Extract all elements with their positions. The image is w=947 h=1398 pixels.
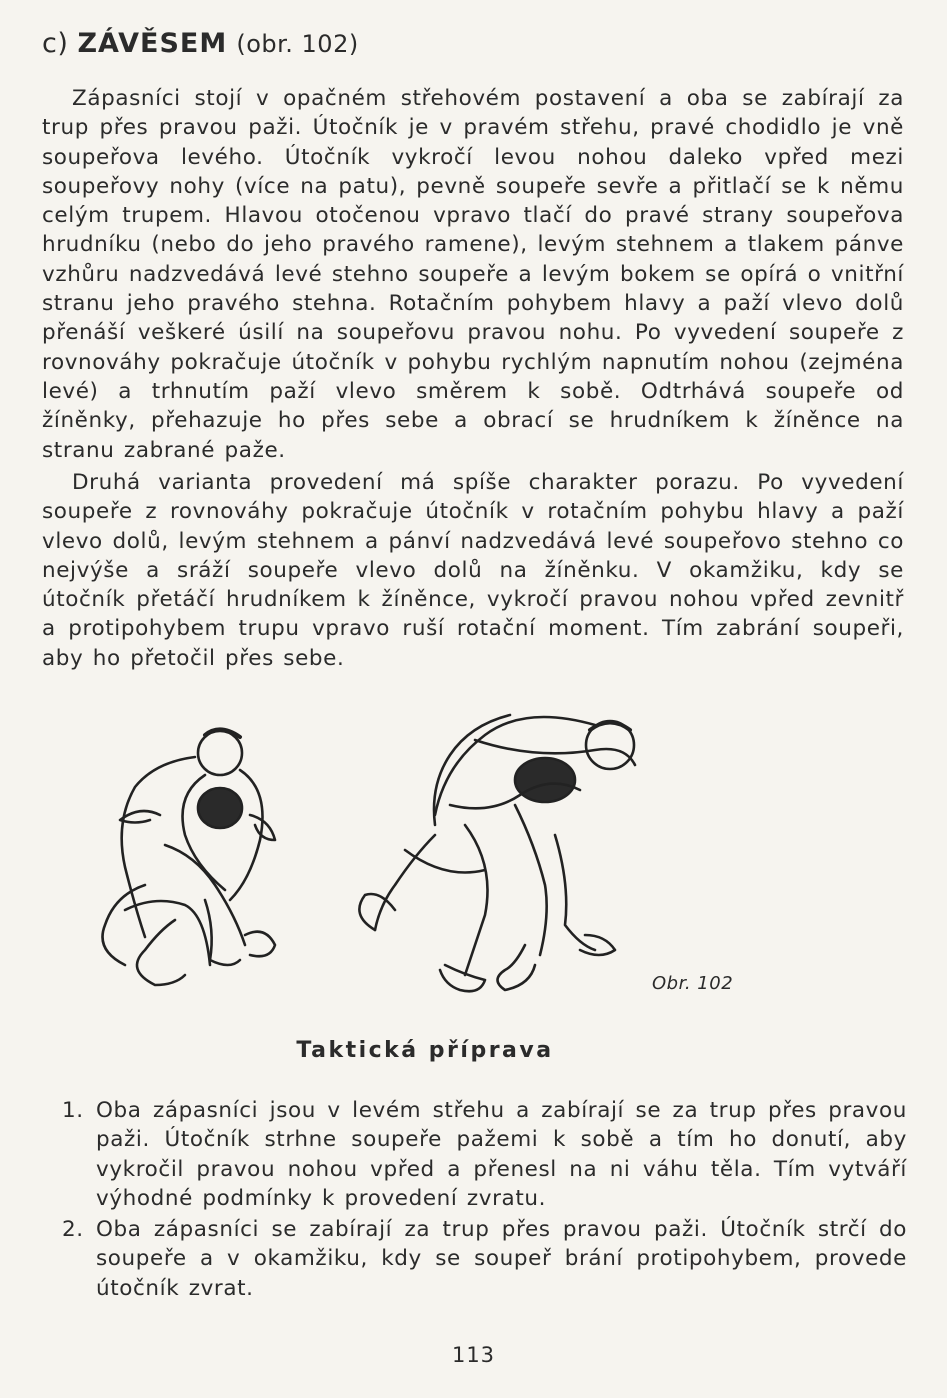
wrestlers-pair-1-icon bbox=[103, 729, 276, 985]
tactics-list bbox=[62, 1096, 907, 1305]
paragraph-variant: Druhá varianta provedení má spíše charakter porazu. Po vyvedení soupeře z rovnováhy pokračuje útočník v rotačním pohybu hlavy a paží vlevo dolů, levým stehnem a pánví nadzvedává levé soupeřovo stehno co nejvýše a sráží soupeře vlevo dolů na žíněnku. V okamžiku, kdy se útočník přetáčí hrudníkem k žíněnce, vykročí pravou nohou vpřed zevnitř a protipohybem trupu vpravo ruší rotační moment. Tím zabrání soupeři, aby ho přetočil přes sebe. bbox=[42, 470, 904, 671]
list-item-number: 2. bbox=[62, 1217, 84, 1243]
wrestlers-pair-2-icon bbox=[359, 715, 635, 991]
page-number: 113 bbox=[451, 1343, 496, 1367]
list-item bbox=[62, 1096, 907, 1213]
heading-figure-ref: (obr. 102) bbox=[236, 30, 359, 58]
paragraph-technique: Zápasníci stojí v opačném střehovém postavení a oba se zabírají za trup přes pravou paži. Útočník je v pravém střehu, pravé chodidlo je vně soupeřova levého. Útočník vykročí levou nohou daleko vpřed mezi soupeřovy nohy (více na patu), pevně soupeře sevře a přitlačí se k němu celým trupem. Hlavou otočenou vpravo tlačí do pravé strany soupeřova hrudníku (nebo do jeho pravého ramene), levým stehnem a tlakem pánve vzhůru nadzvedává levé stehno soupeře a levým bokem se opírá o vnitřní stranu jeho pravého stehna. Rotačním pohybem hlavy a paží vlevo dolů přenáší veškeré úsilí na soupeřovu pravou nohu. Po vyvedení soupeře z rovnováhy pokračuje útočník v pohybu rychlým napnutím nohou (zejména levé) a trhnutím paží vlevo směrem k sobě. Odtrhává soupeře od žíněnky, přehazuje ho přes sebe a obrací se hrudníkem k žíněnce na stranu zabrané paže. bbox=[42, 86, 904, 463]
heading-letter: c) bbox=[42, 28, 69, 59]
list-item-text: Oba zápasníci se zabírají za trup přes pravou paži. Útočník strčí do soupeře a v okamžiku, kdy se soupeř brání protipohybem, provede útočník zvrat. bbox=[96, 1217, 907, 1301]
section-heading bbox=[42, 28, 359, 59]
wrestlers-illustration bbox=[55, 695, 655, 1015]
figure-caption: Obr. 102 bbox=[652, 973, 734, 994]
section-title: Taktická příprava bbox=[296, 1038, 554, 1063]
heading-title: ZÁVĚSEM bbox=[77, 28, 228, 59]
list-item bbox=[62, 1215, 907, 1303]
list-item-number: 1. bbox=[62, 1098, 84, 1123]
list-item-text: Oba zápasníci jsou v levém střehu a zabírají se za trup přes pravou paži. Útočník strhne soupeře pažemi k sobě a tím ho donutí, aby vykročil pravou nohou vpřed a přenesl na ni váhu těla. Tím vytváří výhodné podmínky k provedení zvratu. bbox=[96, 1098, 907, 1211]
